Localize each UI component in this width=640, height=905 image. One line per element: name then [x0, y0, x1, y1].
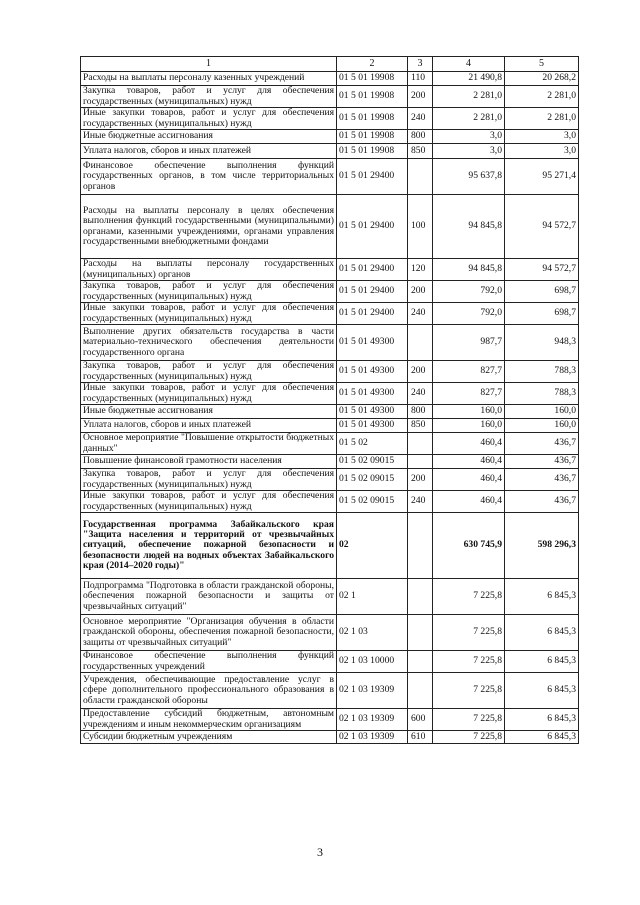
table-row: [81, 361, 579, 383]
row-code-cell: 01 5 01 49300: [337, 325, 408, 361]
row-name-cell: Иные закупки товаров, работ и услуг для обеспечения государственных (муниципальных) нужд: [81, 491, 337, 513]
row-expense-type-cell: [408, 513, 433, 579]
table-row: [81, 259, 579, 281]
row-sum-1-cell: 7 225,8: [433, 651, 505, 673]
row-sum-2-cell: 94 572,7: [505, 195, 579, 259]
row-code-cell: 01 5 01 49300: [337, 383, 408, 405]
row-sum-1-cell: 95 637,8: [433, 159, 505, 195]
row-code-cell: 01 5 02: [337, 433, 408, 455]
row-sum-1-cell: 460,4: [433, 469, 505, 491]
row-sum-1-cell: 2 281,0: [433, 108, 505, 130]
table-row: [81, 108, 579, 130]
row-sum-1-cell: 7 225,8: [433, 673, 505, 709]
row-name-cell: Предоставление субсидий бюджетным, автономным учреждениям и иным некоммерческим организациям: [81, 709, 337, 731]
row-sum-1-cell: 160,0: [433, 419, 505, 433]
col-header-name: 1: [81, 57, 337, 72]
table-row: [81, 651, 579, 673]
row-expense-type-cell: 800: [408, 405, 433, 419]
row-sum-2-cell: 436,7: [505, 469, 579, 491]
row-sum-2-cell: 2 281,0: [505, 86, 579, 108]
col-header-sum-1: 4: [433, 57, 505, 72]
row-sum-2-cell: 160,0: [505, 405, 579, 419]
row-name-cell: Закупка товаров, работ и услуг для обеспечения государственных (муниципальных) нужд: [81, 361, 337, 383]
row-name-cell: Субсидии бюджетным учреждениям: [81, 731, 337, 744]
page-number: 3: [317, 845, 323, 859]
row-sum-2-cell: 436,7: [505, 491, 579, 513]
row-sum-1-cell: 7 225,8: [433, 615, 505, 651]
row-sum-1-cell: 827,7: [433, 361, 505, 383]
row-name-cell: Расходы на выплаты персоналу в целях обеспечения выполнения функций государственными (муниципальными) органами, казенными учреждениями, органами управления государственными внебюджетными фондами: [81, 195, 337, 259]
row-name-cell: Государственная программа Забайкальского края "Защита населения и территорий от чрезвычайных ситуаций, обеспечение пожарной безопасности и безопасности людей на водных объектах Забайкальского края (2014–2020 годы)": [81, 513, 337, 579]
row-expense-type-cell: [408, 579, 433, 615]
row-name-cell: Уплата налогов, сборов и иных платежей: [81, 419, 337, 433]
row-expense-type-cell: 800: [408, 130, 433, 144]
table-row: [81, 615, 579, 651]
table-row: [81, 709, 579, 731]
row-code-cell: 01 5 01 19908: [337, 86, 408, 108]
row-code-cell: 02 1 03 19309: [337, 673, 408, 709]
table-row: [81, 303, 579, 325]
table-row: [81, 281, 579, 303]
row-code-cell: 01 5 01 49300: [337, 405, 408, 419]
row-name-cell: Учреждения, обеспечивающие предоставление услуг в сфере дополнительного профессионального образования в области гражданской обороны: [81, 673, 337, 709]
row-expense-type-cell: [408, 455, 433, 469]
row-expense-type-cell: 240: [408, 303, 433, 325]
row-sum-1-cell: 94 845,8: [433, 259, 505, 281]
row-expense-type-cell: 240: [408, 108, 433, 130]
row-sum-1-cell: 3,0: [433, 130, 505, 144]
budget-table: [80, 56, 579, 744]
row-name-cell: Закупка товаров, работ и услуг для обеспечения государственных (муниципальных) нужд: [81, 469, 337, 491]
row-sum-2-cell: 6 845,3: [505, 673, 579, 709]
row-name-cell: Закупка товаров, работ и услуг для обеспечения государственных (муниципальных) нужд: [81, 281, 337, 303]
row-expense-type-cell: 200: [408, 361, 433, 383]
row-sum-1-cell: 630 745,9: [433, 513, 505, 579]
row-code-cell: 01 5 01 19908: [337, 72, 408, 86]
row-sum-1-cell: 3,0: [433, 144, 505, 159]
row-expense-type-cell: [408, 325, 433, 361]
row-expense-type-cell: 850: [408, 144, 433, 159]
row-expense-type-cell: 600: [408, 709, 433, 731]
row-name-cell: Иные закупки товаров, работ и услуг для обеспечения государственных (муниципальных) нужд: [81, 108, 337, 130]
row-expense-type-cell: [408, 159, 433, 195]
row-sum-2-cell: 6 845,3: [505, 579, 579, 615]
row-code-cell: 01 5 01 29400: [337, 159, 408, 195]
table-row: [81, 86, 579, 108]
row-code-cell: 02 1 03: [337, 615, 408, 651]
row-code-cell: 01 5 01 49300: [337, 419, 408, 433]
row-sum-1-cell: 2 281,0: [433, 86, 505, 108]
row-sum-2-cell: 6 845,3: [505, 651, 579, 673]
table-row: [81, 144, 579, 159]
row-code-cell: 01 5 01 29400: [337, 303, 408, 325]
row-name-cell: Подпрограмма "Подготовка в области гражданской обороны, обеспечения пожарной безопасности и защиты от чрезвычайных ситуаций": [81, 579, 337, 615]
row-expense-type-cell: [408, 433, 433, 455]
row-expense-type-cell: 200: [408, 86, 433, 108]
row-code-cell: 01 5 01 49300: [337, 361, 408, 383]
row-sum-1-cell: 792,0: [433, 303, 505, 325]
row-expense-type-cell: 240: [408, 491, 433, 513]
row-code-cell: 02 1: [337, 579, 408, 615]
row-expense-type-cell: 240: [408, 383, 433, 405]
table-row: [81, 513, 579, 579]
row-sum-1-cell: 792,0: [433, 281, 505, 303]
row-name-cell: Основное мероприятие "Повышение открытости бюджетных данных": [81, 433, 337, 455]
row-name-cell: Иные бюджетные ассигнования: [81, 405, 337, 419]
col-header-sum-2: 5: [505, 57, 579, 72]
header-row: [81, 57, 579, 72]
row-sum-1-cell: 460,4: [433, 433, 505, 455]
row-name-cell: Закупка товаров, работ и услуг для обеспечения государственных (муниципальных) нужд: [81, 86, 337, 108]
row-sum-2-cell: 6 845,3: [505, 731, 579, 744]
row-sum-1-cell: 160,0: [433, 405, 505, 419]
row-name-cell: Иные бюджетные ассигнования: [81, 130, 337, 144]
row-sum-2-cell: 698,7: [505, 281, 579, 303]
row-sum-2-cell: 948,3: [505, 325, 579, 361]
row-code-cell: 02: [337, 513, 408, 579]
table-row: [81, 130, 579, 144]
row-sum-2-cell: 3,0: [505, 144, 579, 159]
row-expense-type-cell: [408, 673, 433, 709]
row-code-cell: 01 5 01 19908: [337, 130, 408, 144]
row-sum-2-cell: 94 572,7: [505, 259, 579, 281]
col-header-type: 3: [408, 57, 433, 72]
row-sum-2-cell: 788,3: [505, 383, 579, 405]
row-code-cell: 01 5 01 19908: [337, 144, 408, 159]
row-expense-type-cell: 610: [408, 731, 433, 744]
table-row: [81, 491, 579, 513]
row-expense-type-cell: [408, 615, 433, 651]
table-row: [81, 195, 579, 259]
row-sum-1-cell: 460,4: [433, 491, 505, 513]
row-name-cell: Иные закупки товаров, работ и услуг для обеспечения государственных (муниципальных) нужд: [81, 383, 337, 405]
row-expense-type-cell: [408, 651, 433, 673]
row-code-cell: 01 5 01 29400: [337, 195, 408, 259]
row-name-cell: Финансовое обеспечение выполнения функций государственных учреждений: [81, 651, 337, 673]
table-row: [81, 455, 579, 469]
table-row: [81, 469, 579, 491]
row-name-cell: Иные закупки товаров, работ и услуг для обеспечения государственных (муниципальных) нужд: [81, 303, 337, 325]
table-body: [81, 72, 579, 744]
row-code-cell: 02 1 03 19309: [337, 709, 408, 731]
row-name-cell: Финансовое обеспечение выполнения функций государственных органов, в том числе территориальных органов: [81, 159, 337, 195]
row-sum-1-cell: 7 225,8: [433, 709, 505, 731]
row-sum-2-cell: 3,0: [505, 130, 579, 144]
row-sum-2-cell: 160,0: [505, 419, 579, 433]
row-code-cell: 02 1 03 10000: [337, 651, 408, 673]
row-name-cell: Расходы на выплаты персоналу казенных учреждений: [81, 72, 337, 86]
table-row: [81, 579, 579, 615]
row-sum-1-cell: 987,7: [433, 325, 505, 361]
row-sum-2-cell: 6 845,3: [505, 709, 579, 731]
row-code-cell: 01 5 01 19908: [337, 108, 408, 130]
row-expense-type-cell: 100: [408, 195, 433, 259]
row-expense-type-cell: 850: [408, 419, 433, 433]
table-row: [81, 673, 579, 709]
row-code-cell: 01 5 02 09015: [337, 491, 408, 513]
row-sum-1-cell: 827,7: [433, 383, 505, 405]
row-sum-2-cell: 598 296,3: [505, 513, 579, 579]
col-header-code: 2: [337, 57, 408, 72]
row-code-cell: 01 5 02 09015: [337, 455, 408, 469]
row-sum-1-cell: 460,4: [433, 455, 505, 469]
row-expense-type-cell: 200: [408, 469, 433, 491]
row-name-cell: Основное мероприятие "Организация обучения в области гражданской обороны, обеспечения пожарной безопасности, защиты от чрезвычайных ситуаций": [81, 615, 337, 651]
row-code-cell: 01 5 01 29400: [337, 281, 408, 303]
row-code-cell: 01 5 01 29400: [337, 259, 408, 281]
row-sum-2-cell: 95 271,4: [505, 159, 579, 195]
row-sum-2-cell: 20 268,2: [505, 72, 579, 86]
table-row: [81, 419, 579, 433]
row-name-cell: Уплата налогов, сборов и иных платежей: [81, 144, 337, 159]
table-row: [81, 159, 579, 195]
row-code-cell: 01 5 02 09015: [337, 469, 408, 491]
row-expense-type-cell: 120: [408, 259, 433, 281]
row-sum-2-cell: 698,7: [505, 303, 579, 325]
row-name-cell: Расходы на выплаты персоналу государственных (муниципальных) органов: [81, 259, 337, 281]
row-sum-2-cell: 2 281,0: [505, 108, 579, 130]
table-row: [81, 731, 579, 744]
table-row: [81, 325, 579, 361]
row-expense-type-cell: 200: [408, 281, 433, 303]
row-sum-1-cell: 7 225,8: [433, 579, 505, 615]
row-name-cell: Повышение финансовой грамотности населения: [81, 455, 337, 469]
row-name-cell: Выполнение других обязательств государства в части материально-технического обеспечения деятельности государственного органа: [81, 325, 337, 361]
row-sum-2-cell: 788,3: [505, 361, 579, 383]
table-row: [81, 383, 579, 405]
row-sum-1-cell: 94 845,8: [433, 195, 505, 259]
table-row: [81, 405, 579, 419]
row-sum-2-cell: 436,7: [505, 455, 579, 469]
row-expense-type-cell: 110: [408, 72, 433, 86]
row-sum-2-cell: 436,7: [505, 433, 579, 455]
row-sum-2-cell: 6 845,3: [505, 615, 579, 651]
row-code-cell: 02 1 03 19309: [337, 731, 408, 744]
table-row: [81, 72, 579, 86]
row-sum-1-cell: 7 225,8: [433, 731, 505, 744]
row-sum-1-cell: 21 490,8: [433, 72, 505, 86]
table-row: [81, 433, 579, 455]
